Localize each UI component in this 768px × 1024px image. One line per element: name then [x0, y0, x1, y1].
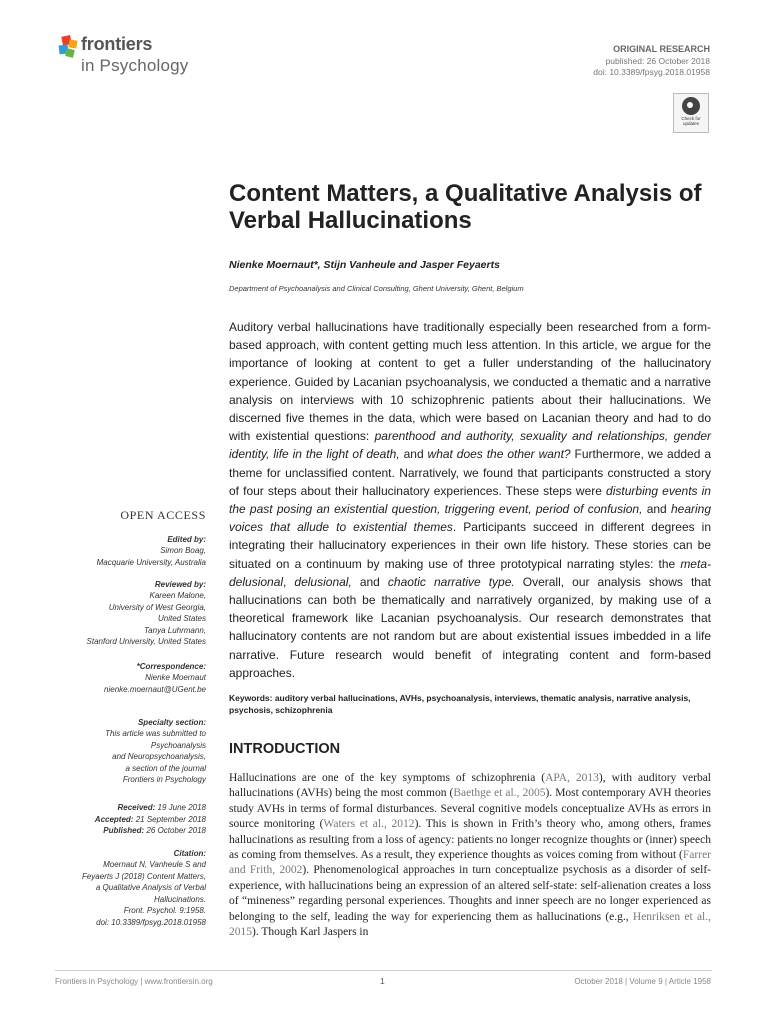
author-list: Nienke Moernaut*, Stijn Vanheule and Jasper Feyaerts	[229, 259, 500, 271]
abstract-emphasis: hearing voices that allude to existential themes	[229, 502, 711, 535]
specialty-text: Psychoanalysis	[150, 740, 206, 750]
body-text: Hallucinations are one of the key symptoms of schizophrenia (	[229, 772, 546, 784]
badge-line2: updates	[682, 121, 699, 126]
editor-affiliation: Macquarie University, Australia	[96, 557, 206, 567]
badge-line1: Check for	[681, 116, 701, 121]
correspondence-email[interactable]: nienke.moernaut@UGent.be	[104, 684, 206, 694]
body-text: ), with auditory verbal hallucinations (AVHs) being the most common (	[229, 772, 711, 800]
introduction-body	[229, 771, 711, 940]
specialty-text: and Neuropsychoanalysis,	[112, 752, 206, 762]
editor-name: Simon Boag,	[160, 546, 206, 555]
citation-link[interactable]: Baethge et al., 2005	[453, 787, 546, 800]
body-text: ). Phenomenological approaches in turn conceptualize psychosis as a disorder of self-experience, with hallucinations being an expression of an altered self-state: self-alienation creates a loss of “mineness” regarding personal experiences. Thoughts and inner speech are no longer experienced as belonging to the self, leading the way for experiencing them as hallucinations (e.g.,	[229, 864, 711, 923]
footer-issue-info: October 2018 | Volume 9 | Article 1958	[574, 977, 711, 986]
abstract-text: and	[399, 447, 428, 462]
body-text: ). This is shown in Frith’s theory who, among others, frames hallucinations as resulting from a loss of agency: patients no longer recognize thoughts or (inner) speech as coming from themselves. As a result, they experience thoughts as voices coming from without (	[229, 818, 712, 862]
correspondence-name: Nienke Moernaut	[145, 673, 206, 682]
abstract-emphasis: disturbing events in the past posing an existential question, triggering event, period of confusion,	[229, 483, 711, 517]
reviewers-block	[55, 579, 206, 648]
accepted-date: 21 September 2018	[135, 814, 206, 824]
check-for-updates-badge[interactable]	[673, 93, 709, 133]
published-date: published: 26 October 2018	[605, 56, 710, 66]
abstract-emphasis: delusional,	[294, 574, 352, 589]
citation-text: Hallucinations.	[153, 894, 206, 904]
journal-name-line2: in Psychology	[81, 56, 189, 75]
received-line	[55, 802, 206, 814]
abstract-text: . Participants succeed in different degrees in integrating their hallucinatory experiences in their own life history. These stories can be situated on a continuum by making use of three prototypical narrating styles: the	[229, 520, 711, 571]
published-line	[55, 825, 206, 837]
correspondence-block	[55, 661, 206, 695]
citation-text: Moernaut N, Vanheule S and	[103, 860, 206, 869]
doi-header: doi: 10.3389/fpsyg.2018.01958	[593, 67, 710, 77]
abstract-text: ,	[283, 574, 295, 589]
received-date: 19 June 2018	[157, 803, 206, 812]
abstract-emphasis: chaotic narrative type.	[387, 574, 515, 589]
specialty-section-label: Specialty section:	[137, 718, 206, 727]
specialty-text: Frontiers in Psychology	[122, 775, 206, 785]
abstract-text: Furthermore, we added a theme for unclassified content. Narratively, we found that participants constructed a story of four steps about their hallucinatory experiences. These steps were	[229, 447, 711, 498]
abstract-text: and	[351, 574, 388, 589]
abstract-emphasis: meta-delusional	[229, 556, 711, 589]
citation-text: a Qualitative Analysis of Verbal	[95, 883, 206, 893]
affiliation: Department of Psychoanalysis and Clinical Consulting, Ghent University, Ghent, Belgium	[229, 284, 524, 293]
specialty-text: This article was submitted to	[105, 729, 206, 738]
journal-name-line1: frontiers	[81, 34, 153, 54]
reviewer-affiliation: Stanford University, United States	[86, 637, 206, 647]
open-access-label: OPEN ACCESS	[120, 508, 206, 522]
citation-link[interactable]: Henriksen et al., 2015	[229, 910, 711, 939]
specialty-text: a section of the journal	[125, 763, 206, 773]
citation-block	[55, 848, 206, 929]
citation-link[interactable]: Farrer and Frith, 2002	[229, 849, 711, 877]
update-check-icon	[682, 97, 700, 115]
edited-by-label: Edited by:	[167, 535, 206, 544]
reviewer-name: Tanya Luhrmann,	[144, 625, 206, 635]
published-date-sidebar: 26 October 2018	[146, 826, 206, 836]
citation-link[interactable]: APA, 2013	[545, 772, 599, 784]
citation-text: Feyaerts J (2018) Content Matters,	[81, 871, 206, 881]
abstract	[229, 318, 711, 682]
abstract-emphasis: parenthood and authority, sexuality and relationships, gender identity, life in the light of death,	[229, 429, 711, 462]
accepted-line	[55, 814, 206, 826]
accepted-label: Accepted:	[94, 814, 134, 824]
reviewed-by-label: Reviewed by:	[154, 580, 206, 589]
dates-block	[55, 802, 206, 837]
abstract-text: Auditory verbal hallucinations have traditionally especially been researched from a form-based approach, with content getting much less attention. In this article, we argue for the importance of looking at content to get a fuller understanding of the hallucinatory experience. Guided by Lacanian psychoanalysis, we conducted a thematic and a narrative analysis on interviews with 10 schizophrenic patients about their hallucinations. We discerned five themes in the data, which were based on Lacanian theory and had to do with existential questions:	[229, 320, 711, 444]
footer-journal-link[interactable]: Frontiers in Psychology | www.frontiersin.org	[55, 977, 213, 986]
reviewer-affiliation: United States	[157, 614, 206, 624]
citation-text: Front. Psychol. 9:1958.	[123, 906, 206, 916]
abstract-text: Overall, our analysis shows that hallucinations can both be thematically and narratively organized, by making use of a theoretical framework like Lacanian psychoanalysis. Our research demonstrates that hallucinatory contents are not random but are about existential issues imbedded in a life narrative. Future research would benefit of integrating content and form-based approaches.	[229, 574, 711, 680]
specialty-block	[55, 717, 206, 786]
frontiers-logo-icon	[55, 34, 81, 64]
article-title: Content Matters, a Qualitative Analysis of Verbal Hallucinations	[229, 180, 702, 234]
received-label: Received:	[117, 803, 156, 812]
journal-logo	[55, 32, 215, 82]
section-heading-introduction: INTRODUCTION	[229, 741, 341, 757]
editor-block	[55, 534, 206, 568]
article-type: ORIGINAL RESEARCH	[613, 44, 710, 54]
citation-label: Citation:	[173, 849, 206, 858]
abstract-text: and	[642, 502, 671, 517]
body-text: ). Though Karl Jaspers in	[252, 926, 369, 939]
footer-divider	[55, 970, 712, 971]
citation-doi[interactable]: doi: 10.3389/fpsyg.2018.01958	[96, 917, 206, 927]
reviewer-affiliation: University of West Georgia,	[108, 602, 206, 612]
reviewer-name: Kareen Malone,	[149, 591, 206, 600]
keywords: Keywords: auditory verbal hallucinations, AVHs, psychoanalysis, interviews, thematic analysis, narrative analysis, psychosis, schizophrenia	[229, 693, 691, 715]
published-label: Published:	[103, 826, 145, 836]
body-text: ). Most contemporary AVH theories study AVHs in terms of formal disturbances. Several cognitive models conceptualize AVHs as errors in source monitoring (	[229, 787, 711, 831]
abstract-emphasis: what does the other want?	[427, 447, 571, 462]
page-number: 1	[380, 976, 385, 986]
citation-link[interactable]: Waters et al., 2012	[323, 818, 415, 831]
correspondence-label: *Correspondence:	[136, 662, 206, 671]
